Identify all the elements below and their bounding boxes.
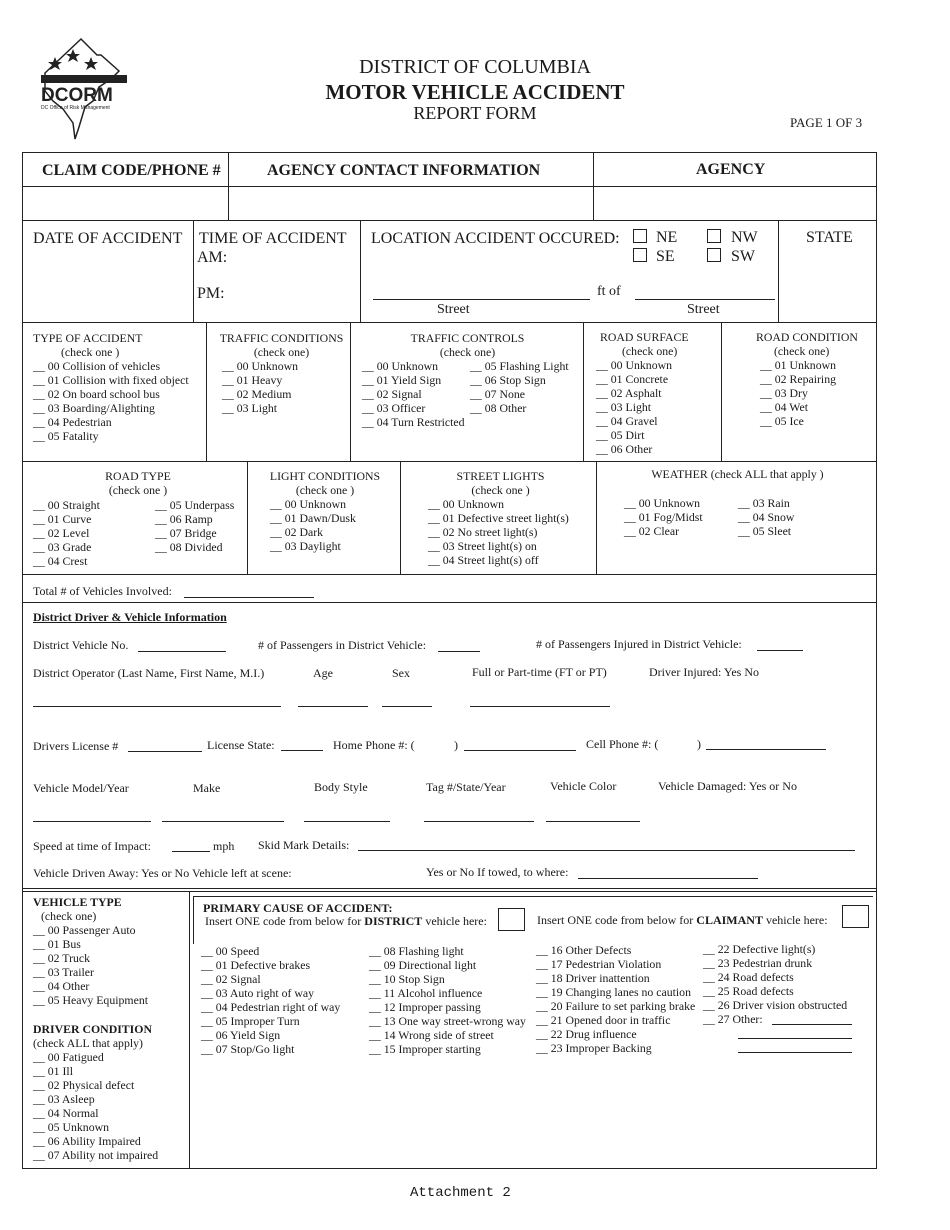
cell-phone-label: Cell Phone #: ( (586, 737, 659, 751)
cause-option[interactable]: __ 12 Improper passing (369, 1000, 481, 1014)
section-sub: (check one ) (471, 483, 530, 497)
cause-option[interactable]: __ 05 Improper Turn (201, 1014, 300, 1028)
se-checkbox[interactable] (633, 248, 647, 262)
operator-label: District Operator (Last Name, First Name, M.I.) (33, 666, 265, 680)
cause-option[interactable]: __ 00 Speed (201, 944, 260, 958)
license-state-field[interactable] (281, 750, 323, 751)
road-type-col1 (33, 498, 100, 568)
type-option[interactable]: __ 02 On board school bus (33, 387, 160, 401)
section-sub: (check one ) (295, 483, 355, 497)
traffic-control-option[interactable]: __ 05 Flashing Light (470, 359, 569, 373)
street-lights-section (408, 469, 593, 567)
title-line-2: MOTOR VEHICLE ACCIDENT (325, 80, 625, 104)
road-type-option[interactable]: __ 07 Bridge (155, 526, 217, 540)
light-condition-option[interactable]: __ 01 Dawn/Dusk (270, 511, 356, 525)
road-surface-option[interactable]: __ 02 Asphalt (596, 386, 662, 400)
traffic-control-option[interactable]: __ 04 Turn Restricted (362, 415, 465, 429)
section-title: ROAD TYPE (105, 469, 171, 483)
type-option[interactable]: __ 04 Pedestrian (33, 415, 112, 429)
towed-field[interactable] (578, 878, 758, 879)
cause-option[interactable]: __ 08 Flashing light (369, 944, 464, 958)
cause-option[interactable]: __ 15 Improper starting (369, 1042, 481, 1056)
street-1-label: Street (437, 302, 470, 317)
road-surface-option[interactable]: __ 00 Unknown (596, 358, 673, 372)
road-type-option[interactable]: __ 06 Ramp (155, 512, 213, 526)
street-light-option[interactable]: __ 01 Defective street light(s) (428, 511, 569, 525)
driver-condition-option[interactable]: __ 02 Physical defect (33, 1078, 135, 1092)
road-type-col2 (155, 498, 234, 554)
section-sub: (check one) (439, 345, 496, 359)
road-condition-option[interactable]: __ 01 Unknown (760, 358, 837, 372)
road-surface-option[interactable]: __ 06 Other (596, 442, 653, 456)
towed-label: Yes or No If towed, to where: (426, 865, 569, 879)
cause-option[interactable]: __ 07 Stop/Go light (201, 1042, 295, 1056)
home-phone-close-paren: ) (454, 738, 458, 752)
vehicle-damaged-label: Vehicle Damaged: Yes or No (658, 779, 797, 793)
traffic-condition-option[interactable]: __ 02 Medium (222, 387, 292, 401)
vehicle-type-option[interactable]: __ 04 Other (33, 979, 90, 993)
total-vehicles-field[interactable] (184, 597, 314, 598)
section-title: TRAFFIC CONTROLS (410, 331, 525, 345)
traffic-controls-col2 (470, 359, 569, 415)
traffic-control-option[interactable]: __ 03 Officer (362, 401, 426, 415)
street-light-option[interactable]: __ 00 Unknown (428, 497, 505, 511)
weather-option[interactable]: __ 05 Sleet (738, 524, 792, 538)
title-line-1: DISTRICT OF COLUMBIA (359, 56, 591, 78)
driven-away-label: Vehicle Driven Away: Yes or No Vehicle left at scene: (33, 866, 292, 880)
title-line-3: REPORT FORM (413, 103, 537, 123)
vehicle-type-option[interactable]: __ 00 Passenger Auto (33, 923, 136, 937)
ne-label: NE (656, 229, 678, 246)
vehicle-no-label: District Vehicle No. (33, 638, 129, 652)
cell-phone-field[interactable] (706, 749, 826, 750)
cause-option[interactable]: __ 27 Other: (703, 1012, 763, 1026)
cause-option[interactable]: __ 02 Signal (201, 972, 261, 986)
road-condition-option[interactable]: __ 05 Ice (760, 414, 804, 428)
street-light-option[interactable]: __ 03 Street light(s) on (428, 539, 537, 553)
cause-option[interactable]: __ 23 Improper Backing (536, 1041, 652, 1055)
section-sub: (check one) (774, 344, 830, 358)
body-style-label: Body Style (314, 780, 368, 794)
road-type-option[interactable]: __ 08 Divided (155, 540, 223, 554)
section-sub: (check one) (41, 909, 97, 923)
date-of-accident-label: DATE OF ACCIDENT (33, 230, 183, 247)
passengers-injured-label: # of Passengers Injured in District Vehicle: (536, 637, 742, 651)
mph-label: mph (213, 839, 235, 853)
driver-condition-option[interactable]: __ 06 Ability Impaired (33, 1134, 141, 1148)
weather-col2 (738, 496, 794, 538)
road-condition-option[interactable]: __ 04 Wet (760, 400, 808, 414)
speed-label: Speed at time of Impact: (33, 839, 151, 853)
passengers-injured-field[interactable] (757, 650, 803, 651)
road-condition-option[interactable]: __ 03 Dry (760, 386, 808, 400)
traffic-control-option[interactable]: __ 01 Yield Sign (362, 373, 442, 387)
other-cause-line-3[interactable] (738, 1052, 852, 1053)
cause-option[interactable]: __ 16 Other Defects (536, 943, 632, 957)
type-option[interactable]: __ 05 Fatality (33, 429, 99, 443)
cause-option[interactable]: __ 22 Defective light(s) (703, 942, 816, 956)
road-surface-section (596, 330, 716, 456)
cause-option[interactable]: __ 18 Driver inattention (536, 971, 650, 985)
skid-label: Skid Mark Details: (258, 838, 350, 852)
driver-injured-label: Driver Injured: Yes No (649, 665, 759, 679)
type-option[interactable]: __ 03 Boarding/Alighting (33, 401, 155, 415)
road-type-option[interactable]: __ 05 Underpass (155, 498, 235, 512)
traffic-conditions-section (214, 331, 349, 415)
district-driver-section-title: District Driver & Vehicle Information (33, 610, 227, 624)
attachment-label: Attachment 2 (410, 1185, 511, 1201)
cause-option[interactable]: __ 06 Yield Sign (201, 1028, 281, 1042)
driver-condition-option[interactable]: __ 00 Fatigued (33, 1050, 104, 1064)
vehicle-type-option[interactable]: __ 03 Trailer (33, 965, 94, 979)
vehicle-color-field[interactable] (546, 821, 640, 822)
cause-option[interactable]: __ 25 Road defects (703, 984, 794, 998)
light-condition-option[interactable]: __ 03 Daylight (270, 539, 341, 553)
vehicle-model-year-label: Vehicle Model/Year (33, 781, 129, 795)
claimant-code-box[interactable] (842, 905, 869, 928)
weather-option[interactable]: __ 01 Fog/Midst (624, 510, 703, 524)
cell-phone-close-paren: ) (697, 737, 701, 751)
make-field[interactable] (162, 821, 284, 822)
cause-option[interactable]: __ 22 Drug influence (536, 1027, 637, 1041)
primary-cause-title: PRIMARY CAUSE OF ACCIDENT: (203, 901, 393, 915)
svg-text:DC Office of Risk Management: DC Office of Risk Management (41, 105, 110, 111)
traffic-control-option[interactable]: __ 07 None (470, 387, 526, 401)
full-part-time-field[interactable] (470, 706, 610, 707)
sex-label: Sex (392, 666, 410, 680)
cause-option[interactable]: __ 01 Defective brakes (201, 958, 311, 972)
cause-option[interactable]: __ 19 Changing lanes no caution (536, 985, 691, 999)
district-code-box[interactable] (498, 908, 525, 931)
road-condition-section (750, 330, 875, 428)
home-phone-field[interactable] (464, 750, 576, 751)
road-surface-option[interactable]: __ 05 Dirt (596, 428, 645, 442)
section-title: VEHICLE TYPE (33, 895, 122, 909)
road-surface-option[interactable]: __ 04 Gravel (596, 414, 658, 428)
cause-col3 (536, 943, 695, 1055)
other-cause-field[interactable] (772, 1024, 852, 1025)
section-sub: (check one ) (108, 483, 168, 497)
road-type-option[interactable]: __ 01 Curve (33, 512, 92, 526)
age-field[interactable] (298, 706, 368, 707)
cause-option[interactable]: __ 04 Pedestrian right of way (201, 1000, 341, 1014)
weather-option[interactable]: __ 02 Clear (624, 524, 680, 538)
street-2-label: Street (687, 302, 720, 317)
ft-of-label: ft of (597, 284, 621, 299)
claimant-code-instruction: Insert ONE code from below for CLAIMANT vehicle here: (537, 913, 828, 927)
weather-col1 (624, 496, 703, 538)
section-sub: (check one) (622, 344, 678, 358)
district-code-instruction: Insert ONE code from below for DISTRICT vehicle here: (205, 914, 487, 928)
time-of-accident-label: TIME OF ACCIDENT (199, 230, 347, 247)
vehicle-type-option[interactable]: __ 05 Heavy Equipment (33, 993, 148, 1007)
light-conditions-section (252, 469, 398, 553)
make-label: Make (193, 781, 221, 795)
driver-condition-option[interactable]: __ 05 Unknown (33, 1120, 110, 1134)
traffic-controls-section (355, 331, 580, 359)
sex-field[interactable] (382, 706, 432, 707)
traffic-control-option[interactable]: __ 08 Other (470, 401, 527, 415)
road-type-option[interactable]: __ 03 Grade (33, 540, 92, 554)
section-title: ROAD SURFACE (600, 330, 689, 344)
page-number: PAGE 1 OF 3 (790, 115, 863, 130)
agency-label: AGENCY (696, 161, 766, 178)
cause-option[interactable]: __ 17 Pedestrian Violation (536, 957, 662, 971)
vehicle-type-option[interactable]: __ 02 Truck (33, 951, 91, 965)
body-style-field[interactable] (304, 821, 390, 822)
vehicle-type-section (33, 895, 187, 1007)
road-surface-option[interactable]: __ 03 Light (596, 400, 652, 414)
cause-option[interactable]: __ 20 Failure to set parking brake (536, 999, 696, 1013)
agency-contact-label: AGENCY CONTACT INFORMATION (267, 162, 541, 179)
type-of-accident-section (33, 331, 205, 443)
road-condition-option[interactable]: __ 02 Repairing (760, 372, 837, 386)
skid-field[interactable] (358, 850, 855, 851)
section-title: DRIVER CONDITION (33, 1022, 152, 1036)
cause-option[interactable]: __ 23 Pedestrian drunk (703, 956, 813, 970)
location-label: LOCATION ACCIDENT OCCURED: (371, 230, 620, 247)
age-label: Age (313, 666, 333, 680)
street-light-option[interactable]: __ 02 No street light(s) (428, 525, 538, 539)
cause-option[interactable]: __ 21 Opened door in traffic (536, 1013, 671, 1027)
section-title: ROAD CONDITION (756, 330, 858, 344)
light-condition-option[interactable]: __ 02 Dark (270, 525, 324, 539)
road-type-section (33, 469, 243, 497)
cause-option[interactable]: __ 24 Road defects (703, 970, 794, 984)
weather-option[interactable]: __ 04 Snow (738, 510, 795, 524)
vehicle-color-label: Vehicle Color (550, 779, 617, 793)
section-title: TYPE OF ACCIDENT (33, 331, 143, 345)
agency-field[interactable] (595, 188, 875, 218)
traffic-condition-option[interactable]: __ 01 Heavy (222, 373, 283, 387)
cause-option[interactable]: __ 03 Auto right of way (201, 986, 315, 1000)
pm-label: PM: (197, 285, 225, 302)
dcorm-logo (33, 35, 133, 143)
state-label: STATE (806, 229, 853, 246)
nw-checkbox[interactable] (707, 229, 721, 243)
cause-option[interactable]: __ 10 Stop Sign (369, 972, 445, 986)
traffic-control-option[interactable]: __ 02 Signal (362, 387, 422, 401)
section-title: TRAFFIC CONDITIONS (219, 331, 344, 345)
passengers-label: # of Passengers in District Vehicle: (258, 638, 427, 652)
driver-condition-section (33, 1022, 187, 1162)
driver-condition-option[interactable]: __ 03 Asleep (33, 1092, 95, 1106)
model-year-field[interactable] (33, 821, 151, 822)
traffic-control-option[interactable]: __ 00 Unknown (362, 359, 439, 373)
light-condition-option[interactable]: __ 00 Unknown (270, 497, 347, 511)
traffic-condition-option[interactable]: __ 03 Light (222, 401, 278, 415)
speed-field[interactable] (172, 851, 210, 852)
agency-contact-field[interactable] (230, 188, 591, 218)
operator-name-field[interactable] (33, 706, 281, 707)
driver-condition-option[interactable]: __ 04 Normal (33, 1106, 99, 1120)
full-part-time-label: Full or Part-time (FT or PT) (472, 665, 607, 679)
drivers-license-field[interactable] (128, 751, 202, 752)
cause-option[interactable]: __ 26 Driver vision obstructed (703, 998, 848, 1012)
tag-field[interactable] (424, 821, 534, 822)
claim-code-field[interactable] (24, 188, 226, 218)
tag-label: Tag #/State/Year (426, 780, 506, 794)
cause-option[interactable]: __ 11 Alcohol influence (369, 986, 483, 1000)
passengers-field[interactable] (438, 651, 480, 652)
driver-condition-option[interactable]: __ 07 Ability not impaired (33, 1148, 159, 1162)
street-2-field[interactable] (635, 299, 775, 300)
claim-code-label: CLAIM CODE/PHONE # (42, 162, 221, 179)
section-title: LIGHT CONDITIONS (269, 469, 381, 483)
street-1-field[interactable] (373, 299, 590, 300)
home-phone-label: Home Phone #: ( (333, 738, 415, 752)
traffic-controls-col1 (362, 359, 465, 429)
section-sub: (check ALL that apply) (33, 1036, 143, 1050)
ne-checkbox[interactable] (633, 229, 647, 243)
other-cause-line-2[interactable] (738, 1038, 852, 1039)
vehicle-no-field[interactable] (138, 651, 226, 652)
road-type-option[interactable]: __ 02 Level (33, 526, 90, 540)
section-title: WEATHER (check ALL that apply ) (651, 467, 824, 481)
license-state-label: License State: (207, 738, 275, 752)
traffic-condition-option[interactable]: __ 00 Unknown (222, 359, 299, 373)
am-label: AM: (197, 249, 228, 266)
road-type-option[interactable]: __ 04 Crest (33, 554, 88, 568)
road-surface-option[interactable]: __ 01 Concrete (596, 372, 669, 386)
cause-option[interactable]: __ 13 One way street-wrong way (369, 1014, 526, 1028)
road-type-option[interactable]: __ 00 Straight (33, 498, 100, 512)
cause-col2 (369, 944, 526, 1056)
svg-text:DCORM: DCORM (41, 85, 113, 106)
traffic-control-option[interactable]: __ 06 Stop Sign (470, 373, 546, 387)
type-option[interactable]: __ 01 Collision with fixed object (33, 373, 189, 387)
section-sub: (check one) (253, 345, 310, 359)
type-option[interactable]: __ 00 Collision of vehicles (33, 359, 161, 373)
cause-col1 (201, 944, 340, 1056)
weather-option[interactable]: __ 03 Rain (738, 496, 790, 510)
section-sub: (check one ) (61, 345, 120, 359)
weather-section (600, 467, 875, 481)
cause-option[interactable]: __ 14 Wrong side of street (369, 1028, 494, 1042)
sw-label: SW (731, 248, 755, 265)
drivers-license-label: Drivers License # (33, 739, 119, 753)
nw-label: NW (731, 229, 758, 246)
weather-option[interactable]: __ 00 Unknown (624, 496, 701, 510)
total-vehicles-label: Total # of Vehicles Involved: (33, 584, 172, 598)
se-label: SE (656, 248, 675, 265)
vehicle-type-option[interactable]: __ 01 Bus (33, 937, 81, 951)
cause-option[interactable]: __ 09 Directional light (369, 958, 477, 972)
street-light-option[interactable]: __ 04 Street light(s) off (428, 553, 539, 567)
driver-condition-option[interactable]: __ 01 Ill (33, 1064, 73, 1078)
cause-col4 (703, 942, 847, 1026)
section-title: STREET LIGHTS (456, 469, 545, 483)
sw-checkbox[interactable] (707, 248, 721, 262)
